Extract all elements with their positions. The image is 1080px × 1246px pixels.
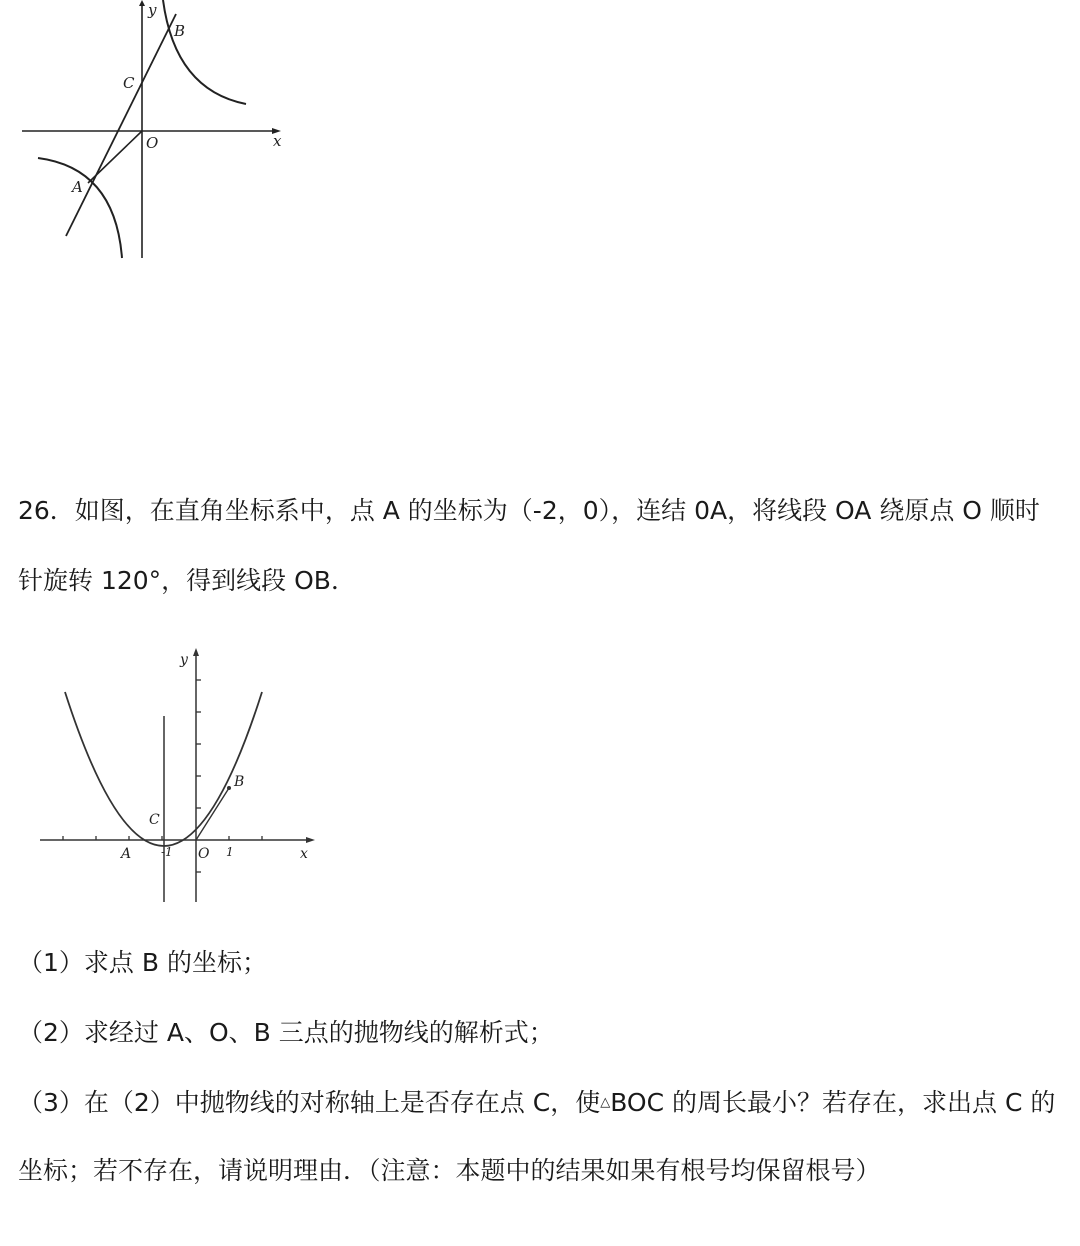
figure-1-hyperbola-graph bbox=[0, 0, 300, 262]
x-axis-arrow bbox=[306, 837, 315, 843]
label-c: C bbox=[123, 74, 135, 92]
label-c: C bbox=[149, 812, 160, 828]
triangle-symbol: △ bbox=[600, 1095, 611, 1110]
question-3-text-post: BOC 的周长最小？若存在，求出点 C 的 bbox=[610, 1088, 1056, 1117]
problem-text-1: 26．如图，在直角坐标系中，点 A 的坐标为（-2，0），连结 0A，将线段 OA 绕原点 O 顺时 bbox=[18, 496, 1040, 525]
question-3-text-pre: （3）在（2）中抛物线的对称轴上是否存在点 C，使 bbox=[18, 1088, 601, 1117]
label-neg1: -1 bbox=[161, 845, 173, 859]
question-1 bbox=[18, 946, 267, 980]
label-x: x bbox=[300, 846, 308, 862]
question-3-line-1 bbox=[18, 1086, 1055, 1120]
question-2-text: （2）求经过 A、O、B 三点的抛物线的解析式； bbox=[18, 1018, 554, 1047]
label-b: B bbox=[174, 22, 186, 40]
problem-text-2: 针旋转 120°，得到线段 OB． bbox=[18, 566, 356, 595]
label-y: y bbox=[180, 652, 188, 668]
question-3-text-2: 坐标；若不存在，请说明理由．（注意：本题中的结果如果有根号均保留根号） bbox=[18, 1156, 881, 1185]
figure-2-parabola-graph bbox=[30, 640, 330, 910]
label-a: A bbox=[121, 846, 132, 862]
y-axis-arrow bbox=[139, 0, 145, 6]
label-x: x bbox=[273, 132, 282, 150]
question-1-text: （1）求点 B 的坐标； bbox=[18, 948, 267, 977]
segment-ob bbox=[196, 788, 229, 840]
label-a: A bbox=[72, 178, 83, 196]
point-b bbox=[227, 786, 231, 790]
figure-1-svg bbox=[0, 0, 300, 262]
label-o: O bbox=[198, 846, 210, 862]
label-one: 1 bbox=[226, 845, 234, 859]
y-axis-arrow bbox=[193, 648, 199, 656]
problem-line-1 bbox=[18, 494, 1040, 528]
label-b: B bbox=[234, 774, 245, 790]
label-o: O bbox=[146, 134, 159, 152]
question-2 bbox=[18, 1016, 554, 1050]
line-ab bbox=[66, 14, 176, 236]
label-y: y bbox=[148, 1, 157, 19]
figure-2-svg bbox=[30, 640, 330, 910]
problem-line-2 bbox=[18, 564, 356, 598]
question-3-line-2 bbox=[18, 1154, 881, 1188]
